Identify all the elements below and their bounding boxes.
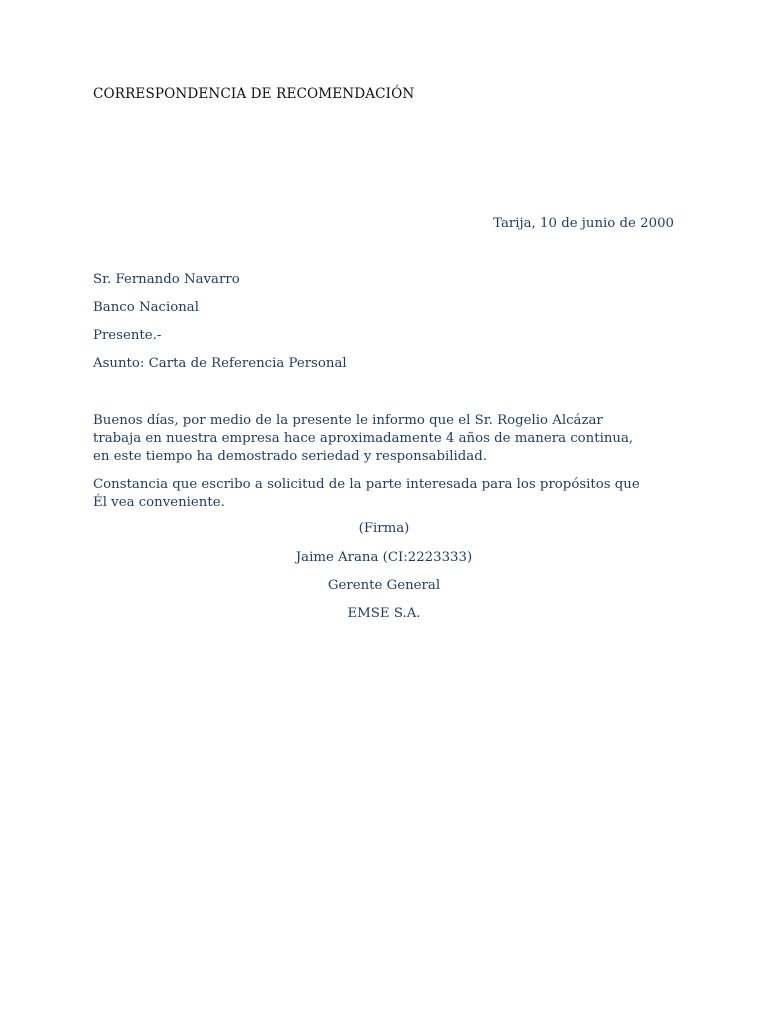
recipient-organization: Banco Nacional: [93, 300, 199, 315]
letter-subject: Asunto: Carta de Referencia Personal: [93, 356, 347, 371]
signer-position: Gerente General: [327, 578, 441, 593]
recipient-name: Sr. Fernando Navarro: [93, 272, 240, 287]
body-paragraph: Buenos días, por medio de la presente le informo que el Sr. Rogelio Alcázar trabaja en nuestra empresa hace aproximadamente 4 años de manera continua, en este tiempo ha demostrado seriedad y responsabilidad.: [93, 413, 634, 464]
letter-title: CORRESPONDENCIA DE RECOMENDACIÓN: [93, 86, 415, 102]
letter-date: Tarija, 10 de junio de 2000: [493, 216, 674, 231]
signer-company: EMSE S.A.: [347, 606, 421, 621]
signature-placeholder: (Firma): [358, 521, 410, 536]
signer-name: Jaime Arana (CI:2223333): [295, 550, 473, 565]
body-paragraph: Constancia que escribo a solicitud de la parte interesada para los propósitos que Él vea conveniente.: [93, 477, 640, 510]
recipient-presente: Presente.-: [93, 328, 162, 343]
